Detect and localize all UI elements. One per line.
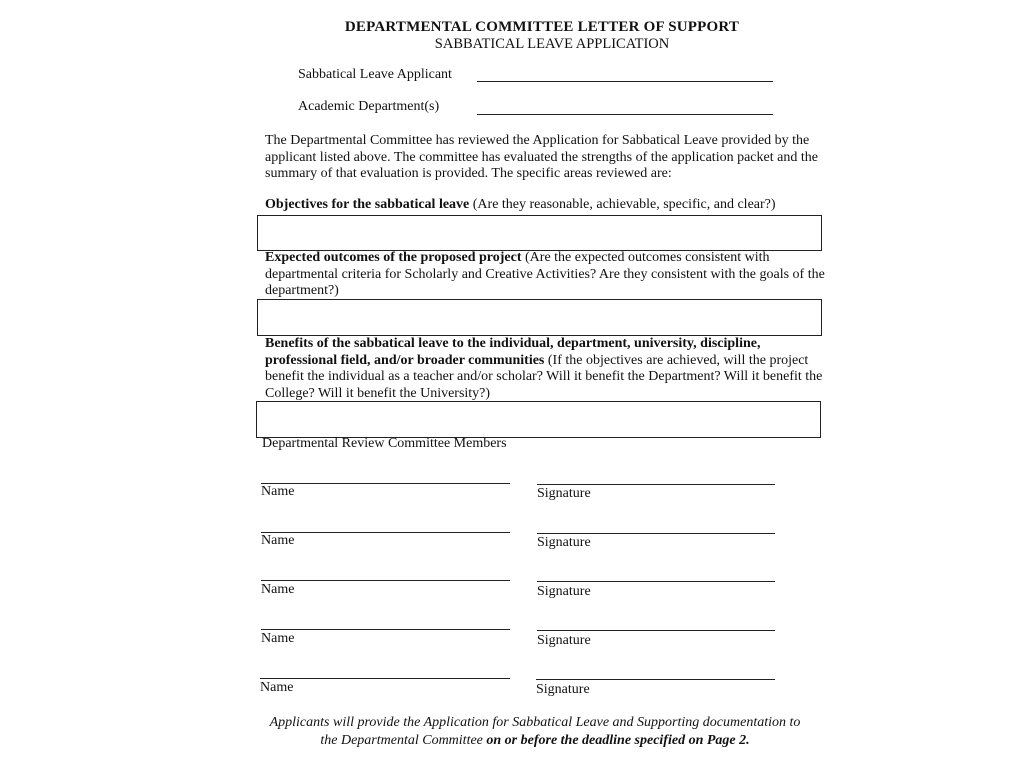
outcomes-response-box[interactable] <box>257 299 822 336</box>
applicant-label: Sabbatical Leave Applicant <box>298 67 452 82</box>
outcomes-question: (Are the expected outcomes consistent with departmental criteria for Scholarly and Creative Activities? Are they consistent with the goals of the department?) <box>265 250 825 298</box>
member-2-name-label: Name <box>261 533 295 548</box>
member-1-signature-label: Signature <box>537 486 591 501</box>
committee-heading: Departmental Review Committee Members <box>262 436 507 451</box>
benefits-response-box[interactable] <box>256 401 821 438</box>
outcomes-response <box>258 300 821 308</box>
objectives-response <box>258 216 821 224</box>
member-4-name-line[interactable] <box>261 629 510 630</box>
member-1-name-line[interactable] <box>261 483 510 484</box>
outcomes-heading: Expected outcomes of the proposed project <box>265 250 522 265</box>
member-5-signature-label: Signature <box>536 682 590 697</box>
benefits-question: (If the objectives are achieved, will the project benefit the individual as a teacher and/or scholar? Will it benefit the Department? Will it benefit the College? Will it benefit the University?) <box>265 352 823 401</box>
objectives-response-box[interactable] <box>257 215 822 251</box>
member-3-signature-label: Signature <box>537 584 591 599</box>
intro-paragraph: The Departmental Committee has reviewed the Application for Sabbatical Leave provided by the applicant listed above. The committee has evaluated the strengths of the application packet and the summary of that evaluation is provided. The specific areas reviewed are: <box>265 133 818 181</box>
outcomes-prompt <box>265 250 825 300</box>
objectives-question: (Are they reasonable, achievable, specific, and clear?) <box>469 197 776 212</box>
form-subtitle: SABBATICAL LEAVE APPLICATION <box>434 36 670 52</box>
member-3-name-line[interactable] <box>261 580 510 581</box>
department-field[interactable] <box>477 114 773 115</box>
form-title: DEPARTMENTAL COMMITTEE LETTER OF SUPPORT <box>344 19 740 35</box>
submission-deadline: on or before the deadline specified on Page 2. <box>486 733 750 748</box>
member-1-signature-line[interactable] <box>537 484 775 485</box>
member-4-signature-label: Signature <box>537 633 591 648</box>
submission-note-text: Applicants will provide the Application for Sabbatical Leave and Supporting documentation to the Departmental Committee <box>269 715 801 748</box>
objectives-heading: Objectives for the sabbatical leave <box>265 197 470 212</box>
member-5-name-label: Name <box>260 680 294 695</box>
member-4-name-label: Name <box>261 631 295 646</box>
objectives-prompt <box>265 197 825 214</box>
benefits-heading: Benefits of the sabbatical leave to the individual, department, university, discipline, professional field, and/or broader communities <box>265 336 761 368</box>
member-3-signature-line[interactable] <box>537 581 775 582</box>
member-4-signature-line[interactable] <box>537 630 775 631</box>
member-2-name-line[interactable] <box>261 532 510 533</box>
applicant-field[interactable] <box>477 81 773 82</box>
member-2-signature-line[interactable] <box>537 533 775 534</box>
benefits-response <box>257 402 820 410</box>
member-3-name-label: Name <box>261 582 295 597</box>
member-5-name-line[interactable] <box>260 678 510 679</box>
department-label: Academic Department(s) <box>298 99 440 114</box>
submission-note <box>262 714 808 750</box>
member-1-name-label: Name <box>261 484 295 499</box>
benefits-prompt <box>265 336 825 402</box>
member-2-signature-label: Signature <box>537 535 591 550</box>
member-5-signature-line[interactable] <box>536 679 775 680</box>
